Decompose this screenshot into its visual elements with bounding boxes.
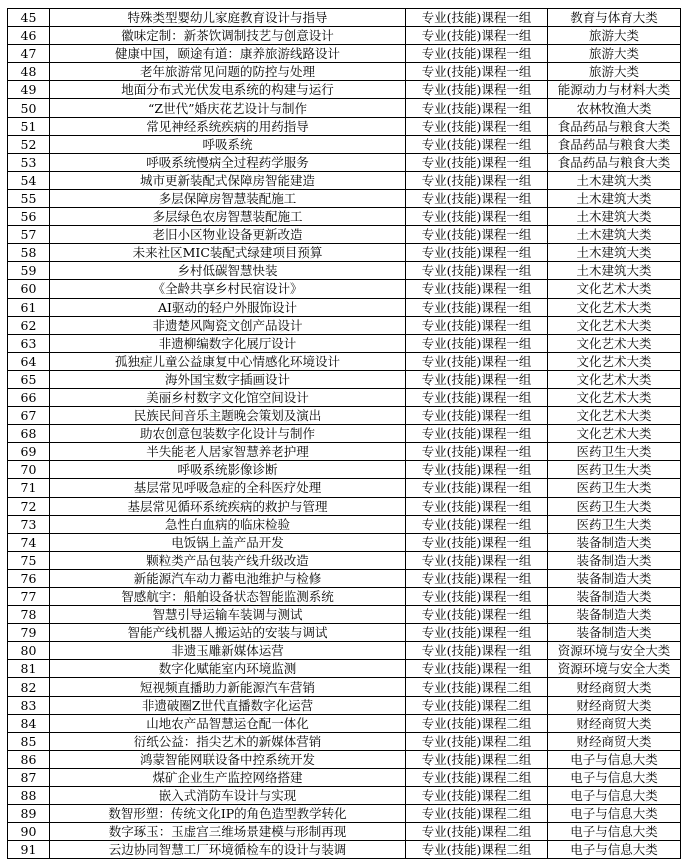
course-category: 医药卫生大类 [548, 443, 681, 461]
course-name: 嵌入式消防车设计与实现 [50, 787, 406, 805]
course-name: 助农创意包装数字化设计与制作 [50, 425, 406, 443]
table-row [8, 805, 681, 823]
row-number: 67 [8, 407, 50, 425]
course-category: 电子与信息大类 [548, 841, 681, 859]
course-group: 专业(技能)课程二组 [406, 750, 548, 768]
course-category: 装备制造大类 [548, 588, 681, 606]
course-name: 孤独症儿童公益康复中心情感化环境设计 [50, 352, 406, 370]
row-number: 64 [8, 352, 50, 370]
course-name: 颗粒类产品包装产线升级改造 [50, 551, 406, 569]
course-name: AI驱动的轻户外服饰设计 [50, 298, 406, 316]
row-number: 53 [8, 153, 50, 171]
table-row [8, 624, 681, 642]
row-number: 76 [8, 569, 50, 587]
course-category: 土木建筑大类 [548, 189, 681, 207]
row-number: 46 [8, 27, 50, 45]
course-category: 土木建筑大类 [548, 171, 681, 189]
course-category: 文化艺术大类 [548, 352, 681, 370]
course-name: 山地农产品智慧运仓配一体化 [50, 714, 406, 732]
course-name: 非遗破圈Z世代直播数字化运营 [50, 696, 406, 714]
course-group: 专业(技能)课程二组 [406, 714, 548, 732]
course-category: 文化艺术大类 [548, 298, 681, 316]
course-name: “Z世代”婚庆花艺设计与制作 [50, 99, 406, 117]
table-row [8, 606, 681, 624]
course-name: 地面分布式光伏发电系统的构建与运行 [50, 81, 406, 99]
course-name: 基层常见循环系统疾病的救护与管理 [50, 497, 406, 515]
row-number: 60 [8, 280, 50, 298]
course-group: 专业(技能)课程一组 [406, 27, 548, 45]
table-row [8, 9, 681, 27]
row-number: 68 [8, 425, 50, 443]
row-number: 74 [8, 533, 50, 551]
table-row [8, 262, 681, 280]
row-number: 87 [8, 768, 50, 786]
course-name: 非遗玉雕新媒体运营 [50, 642, 406, 660]
course-category: 电子与信息大类 [548, 823, 681, 841]
table-row [8, 479, 681, 497]
table-row [8, 81, 681, 99]
table-row [8, 189, 681, 207]
table-row [8, 750, 681, 768]
course-category: 医药卫生大类 [548, 497, 681, 515]
table-row [8, 642, 681, 660]
course-category: 医药卫生大类 [548, 479, 681, 497]
course-group: 专业(技能)课程一组 [406, 407, 548, 425]
course-category: 医药卫生大类 [548, 515, 681, 533]
table-row [8, 135, 681, 153]
row-number: 77 [8, 588, 50, 606]
course-name: 煤矿企业生产监控网络搭建 [50, 768, 406, 786]
course-name: 特殊类型婴幼儿家庭教育设计与指导 [50, 9, 406, 27]
course-category: 财经商贸大类 [548, 732, 681, 750]
course-name: 云边协同智慧工厂环境循检车的设计与装调 [50, 841, 406, 859]
row-number: 83 [8, 696, 50, 714]
table-row [8, 388, 681, 406]
course-group: 专业(技能)课程一组 [406, 45, 548, 63]
table-row [8, 298, 681, 316]
course-category: 装备制造大类 [548, 606, 681, 624]
table-row [8, 787, 681, 805]
course-category: 文化艺术大类 [548, 280, 681, 298]
row-number: 81 [8, 660, 50, 678]
row-number: 70 [8, 461, 50, 479]
course-category: 农林牧渔大类 [548, 99, 681, 117]
table-row [8, 226, 681, 244]
course-name: 民族民间音乐主题晚会策划及演出 [50, 407, 406, 425]
table-row [8, 823, 681, 841]
table-row [8, 678, 681, 696]
row-number: 84 [8, 714, 50, 732]
course-name: 急性白血病的临床检验 [50, 515, 406, 533]
course-group: 专业(技能)课程一组 [406, 606, 548, 624]
course-name: 多层绿色农房智慧装配施工 [50, 208, 406, 226]
course-name: 老旧小区物业设备更新改造 [50, 226, 406, 244]
row-number: 71 [8, 479, 50, 497]
table-row [8, 461, 681, 479]
course-name: 美丽乡村数字文化馆空间设计 [50, 388, 406, 406]
table-row [8, 660, 681, 678]
course-group: 专业(技能)课程一组 [406, 642, 548, 660]
course-group: 专业(技能)课程一组 [406, 425, 548, 443]
row-number: 90 [8, 823, 50, 841]
row-number: 56 [8, 208, 50, 226]
course-name: 常见神经系统疾病的用药指导 [50, 117, 406, 135]
course-group: 专业(技能)课程一组 [406, 370, 548, 388]
course-name: 未来社区MIC装配式绿建项目预算 [50, 244, 406, 262]
course-group: 专业(技能)课程一组 [406, 208, 548, 226]
course-name: 城市更新装配式保障房智能建造 [50, 171, 406, 189]
table-row [8, 714, 681, 732]
row-number: 48 [8, 63, 50, 81]
table-row [8, 551, 681, 569]
course-group: 专业(技能)课程一组 [406, 244, 548, 262]
row-number: 88 [8, 787, 50, 805]
course-category: 旅游大类 [548, 45, 681, 63]
row-number: 63 [8, 334, 50, 352]
course-name: 短视频直播助力新能源汽车营销 [50, 678, 406, 696]
course-group: 专业(技能)课程二组 [406, 787, 548, 805]
table-row [8, 515, 681, 533]
course-group: 专业(技能)课程一组 [406, 316, 548, 334]
row-number: 47 [8, 45, 50, 63]
course-group: 专业(技能)课程一组 [406, 533, 548, 551]
table-row [8, 425, 681, 443]
course-name: 多层保障房智慧装配施工 [50, 189, 406, 207]
table-row [8, 497, 681, 515]
course-category: 文化艺术大类 [548, 316, 681, 334]
table-row [8, 280, 681, 298]
row-number: 82 [8, 678, 50, 696]
table-row [8, 569, 681, 587]
course-group: 专业(技能)课程一组 [406, 117, 548, 135]
table-row [8, 696, 681, 714]
course-group: 专业(技能)课程一组 [406, 461, 548, 479]
row-number: 73 [8, 515, 50, 533]
course-name: 半失能老人居家智慧养老护理 [50, 443, 406, 461]
course-category: 土木建筑大类 [548, 208, 681, 226]
course-category: 财经商贸大类 [548, 714, 681, 732]
course-category: 食品药品与粮食大类 [548, 117, 681, 135]
course-category: 教育与体育大类 [548, 9, 681, 27]
course-group: 专业(技能)课程一组 [406, 99, 548, 117]
table-row [8, 370, 681, 388]
course-name: 非遗柳编数字化展厅设计 [50, 334, 406, 352]
row-number: 57 [8, 226, 50, 244]
course-category: 装备制造大类 [548, 551, 681, 569]
course-name: 非遗楚风陶瓷文创产品设计 [50, 316, 406, 334]
row-number: 89 [8, 805, 50, 823]
table-row [8, 208, 681, 226]
course-category: 文化艺术大类 [548, 425, 681, 443]
course-category: 电子与信息大类 [548, 787, 681, 805]
course-category: 财经商贸大类 [548, 678, 681, 696]
course-name: 乡村低碳智慧快装 [50, 262, 406, 280]
row-number: 69 [8, 443, 50, 461]
course-category: 装备制造大类 [548, 624, 681, 642]
course-name: 健康中国，颐途有道：康养旅游线路设计 [50, 45, 406, 63]
table-row [8, 533, 681, 551]
row-number: 62 [8, 316, 50, 334]
row-number: 79 [8, 624, 50, 642]
course-name: 新能源汽车动力蓄电池维护与检修 [50, 569, 406, 587]
course-group: 专业(技能)课程一组 [406, 588, 548, 606]
table-row [8, 117, 681, 135]
course-group: 专业(技能)课程一组 [406, 551, 548, 569]
course-category: 装备制造大类 [548, 569, 681, 587]
course-category: 电子与信息大类 [548, 750, 681, 768]
row-number: 72 [8, 497, 50, 515]
course-category: 能源动力与材料大类 [548, 81, 681, 99]
course-name: 老年旅游常见问题的防控与处理 [50, 63, 406, 81]
row-number: 65 [8, 370, 50, 388]
row-number: 61 [8, 298, 50, 316]
row-number: 78 [8, 606, 50, 624]
course-group: 专业(技能)课程一组 [406, 63, 548, 81]
table-row [8, 45, 681, 63]
course-group: 专业(技能)课程一组 [406, 189, 548, 207]
course-category: 电子与信息大类 [548, 805, 681, 823]
course-group: 专业(技能)课程二组 [406, 841, 548, 859]
course-name: 鸿蒙智能网联设备中控系统开发 [50, 750, 406, 768]
table-row [8, 588, 681, 606]
course-category: 资源环境与安全大类 [548, 642, 681, 660]
course-name: 智能产线机器人搬运站的安装与调试 [50, 624, 406, 642]
course-group: 专业(技能)课程二组 [406, 678, 548, 696]
row-number: 80 [8, 642, 50, 660]
course-group: 专业(技能)课程一组 [406, 153, 548, 171]
course-category: 装备制造大类 [548, 533, 681, 551]
course-category: 文化艺术大类 [548, 407, 681, 425]
course-category: 旅游大类 [548, 63, 681, 81]
table-row [8, 99, 681, 117]
course-group: 专业(技能)课程一组 [406, 497, 548, 515]
course-name: 《全龄共享乡村民宿设计》 [50, 280, 406, 298]
course-group: 专业(技能)课程一组 [406, 624, 548, 642]
course-category: 土木建筑大类 [548, 262, 681, 280]
course-group: 专业(技能)课程一组 [406, 262, 548, 280]
course-name: 电饭锅上盖产品开发 [50, 533, 406, 551]
table-row [8, 732, 681, 750]
table-row [8, 244, 681, 262]
row-number: 55 [8, 189, 50, 207]
course-name: 呼吸系统 [50, 135, 406, 153]
course-name: 呼吸系统慢病全过程药学服务 [50, 153, 406, 171]
course-category: 医药卫生大类 [548, 461, 681, 479]
table-row [8, 171, 681, 189]
table-row [8, 63, 681, 81]
course-group: 专业(技能)课程一组 [406, 334, 548, 352]
course-category: 财经商贸大类 [548, 696, 681, 714]
course-name: 呼吸系统影像诊断 [50, 461, 406, 479]
course-group: 专业(技能)课程一组 [406, 9, 548, 27]
row-number: 52 [8, 135, 50, 153]
course-group: 专业(技能)课程一组 [406, 352, 548, 370]
course-name: 数智形塑：传统文化IP的角色造型教学转化 [50, 805, 406, 823]
course-group: 专业(技能)课程一组 [406, 81, 548, 99]
table-row [8, 407, 681, 425]
course-group: 专业(技能)课程二组 [406, 823, 548, 841]
course-group: 专业(技能)课程一组 [406, 515, 548, 533]
row-number: 54 [8, 171, 50, 189]
course-category: 文化艺术大类 [548, 370, 681, 388]
row-number: 66 [8, 388, 50, 406]
course-group: 专业(技能)课程二组 [406, 696, 548, 714]
course-group: 专业(技能)课程一组 [406, 388, 548, 406]
course-group: 专业(技能)课程一组 [406, 479, 548, 497]
row-number: 45 [8, 9, 50, 27]
table-row [8, 768, 681, 786]
row-number: 86 [8, 750, 50, 768]
course-name: 智感航宇：船舶设备状态智能监测系统 [50, 588, 406, 606]
course-category: 文化艺术大类 [548, 388, 681, 406]
course-group: 专业(技能)课程一组 [406, 135, 548, 153]
course-group: 专业(技能)课程二组 [406, 732, 548, 750]
course-name: 徽味定制：新茶饮调制技艺与创意设计 [50, 27, 406, 45]
course-group: 专业(技能)课程一组 [406, 443, 548, 461]
course-category: 旅游大类 [548, 27, 681, 45]
row-number: 58 [8, 244, 50, 262]
course-group: 专业(技能)课程一组 [406, 660, 548, 678]
course-list-table [7, 8, 681, 859]
course-group: 专业(技能)课程一组 [406, 171, 548, 189]
course-category: 食品药品与粮食大类 [548, 153, 681, 171]
row-number: 91 [8, 841, 50, 859]
course-name: 基层常见呼吸急症的全科医疗处理 [50, 479, 406, 497]
table-row [8, 334, 681, 352]
row-number: 59 [8, 262, 50, 280]
course-name: 数字琢玉：玉虚宫三维场景建模与形制再现 [50, 823, 406, 841]
row-number: 50 [8, 99, 50, 117]
course-category: 电子与信息大类 [548, 768, 681, 786]
table-row [8, 316, 681, 334]
course-group: 专业(技能)课程一组 [406, 298, 548, 316]
course-group: 专业(技能)课程二组 [406, 768, 548, 786]
course-name: 海外国宝数字插画设计 [50, 370, 406, 388]
course-category: 食品药品与粮食大类 [548, 135, 681, 153]
table-row [8, 352, 681, 370]
course-category: 文化艺术大类 [548, 334, 681, 352]
row-number: 75 [8, 551, 50, 569]
course-group: 专业(技能)课程一组 [406, 280, 548, 298]
table-row [8, 443, 681, 461]
course-name: 数字化赋能室内环境监测 [50, 660, 406, 678]
course-category: 土木建筑大类 [548, 226, 681, 244]
course-group: 专业(技能)课程二组 [406, 805, 548, 823]
course-group: 专业(技能)课程一组 [406, 226, 548, 244]
course-name: 衍纸公益：指尖艺术的新媒体营销 [50, 732, 406, 750]
course-name: 智慧引导运输车装调与测试 [50, 606, 406, 624]
table-row [8, 841, 681, 859]
table-body [8, 9, 681, 859]
table-row [8, 153, 681, 171]
table-row [8, 27, 681, 45]
course-category: 资源环境与安全大类 [548, 660, 681, 678]
row-number: 85 [8, 732, 50, 750]
course-category: 土木建筑大类 [548, 244, 681, 262]
course-group: 专业(技能)课程一组 [406, 569, 548, 587]
row-number: 51 [8, 117, 50, 135]
row-number: 49 [8, 81, 50, 99]
